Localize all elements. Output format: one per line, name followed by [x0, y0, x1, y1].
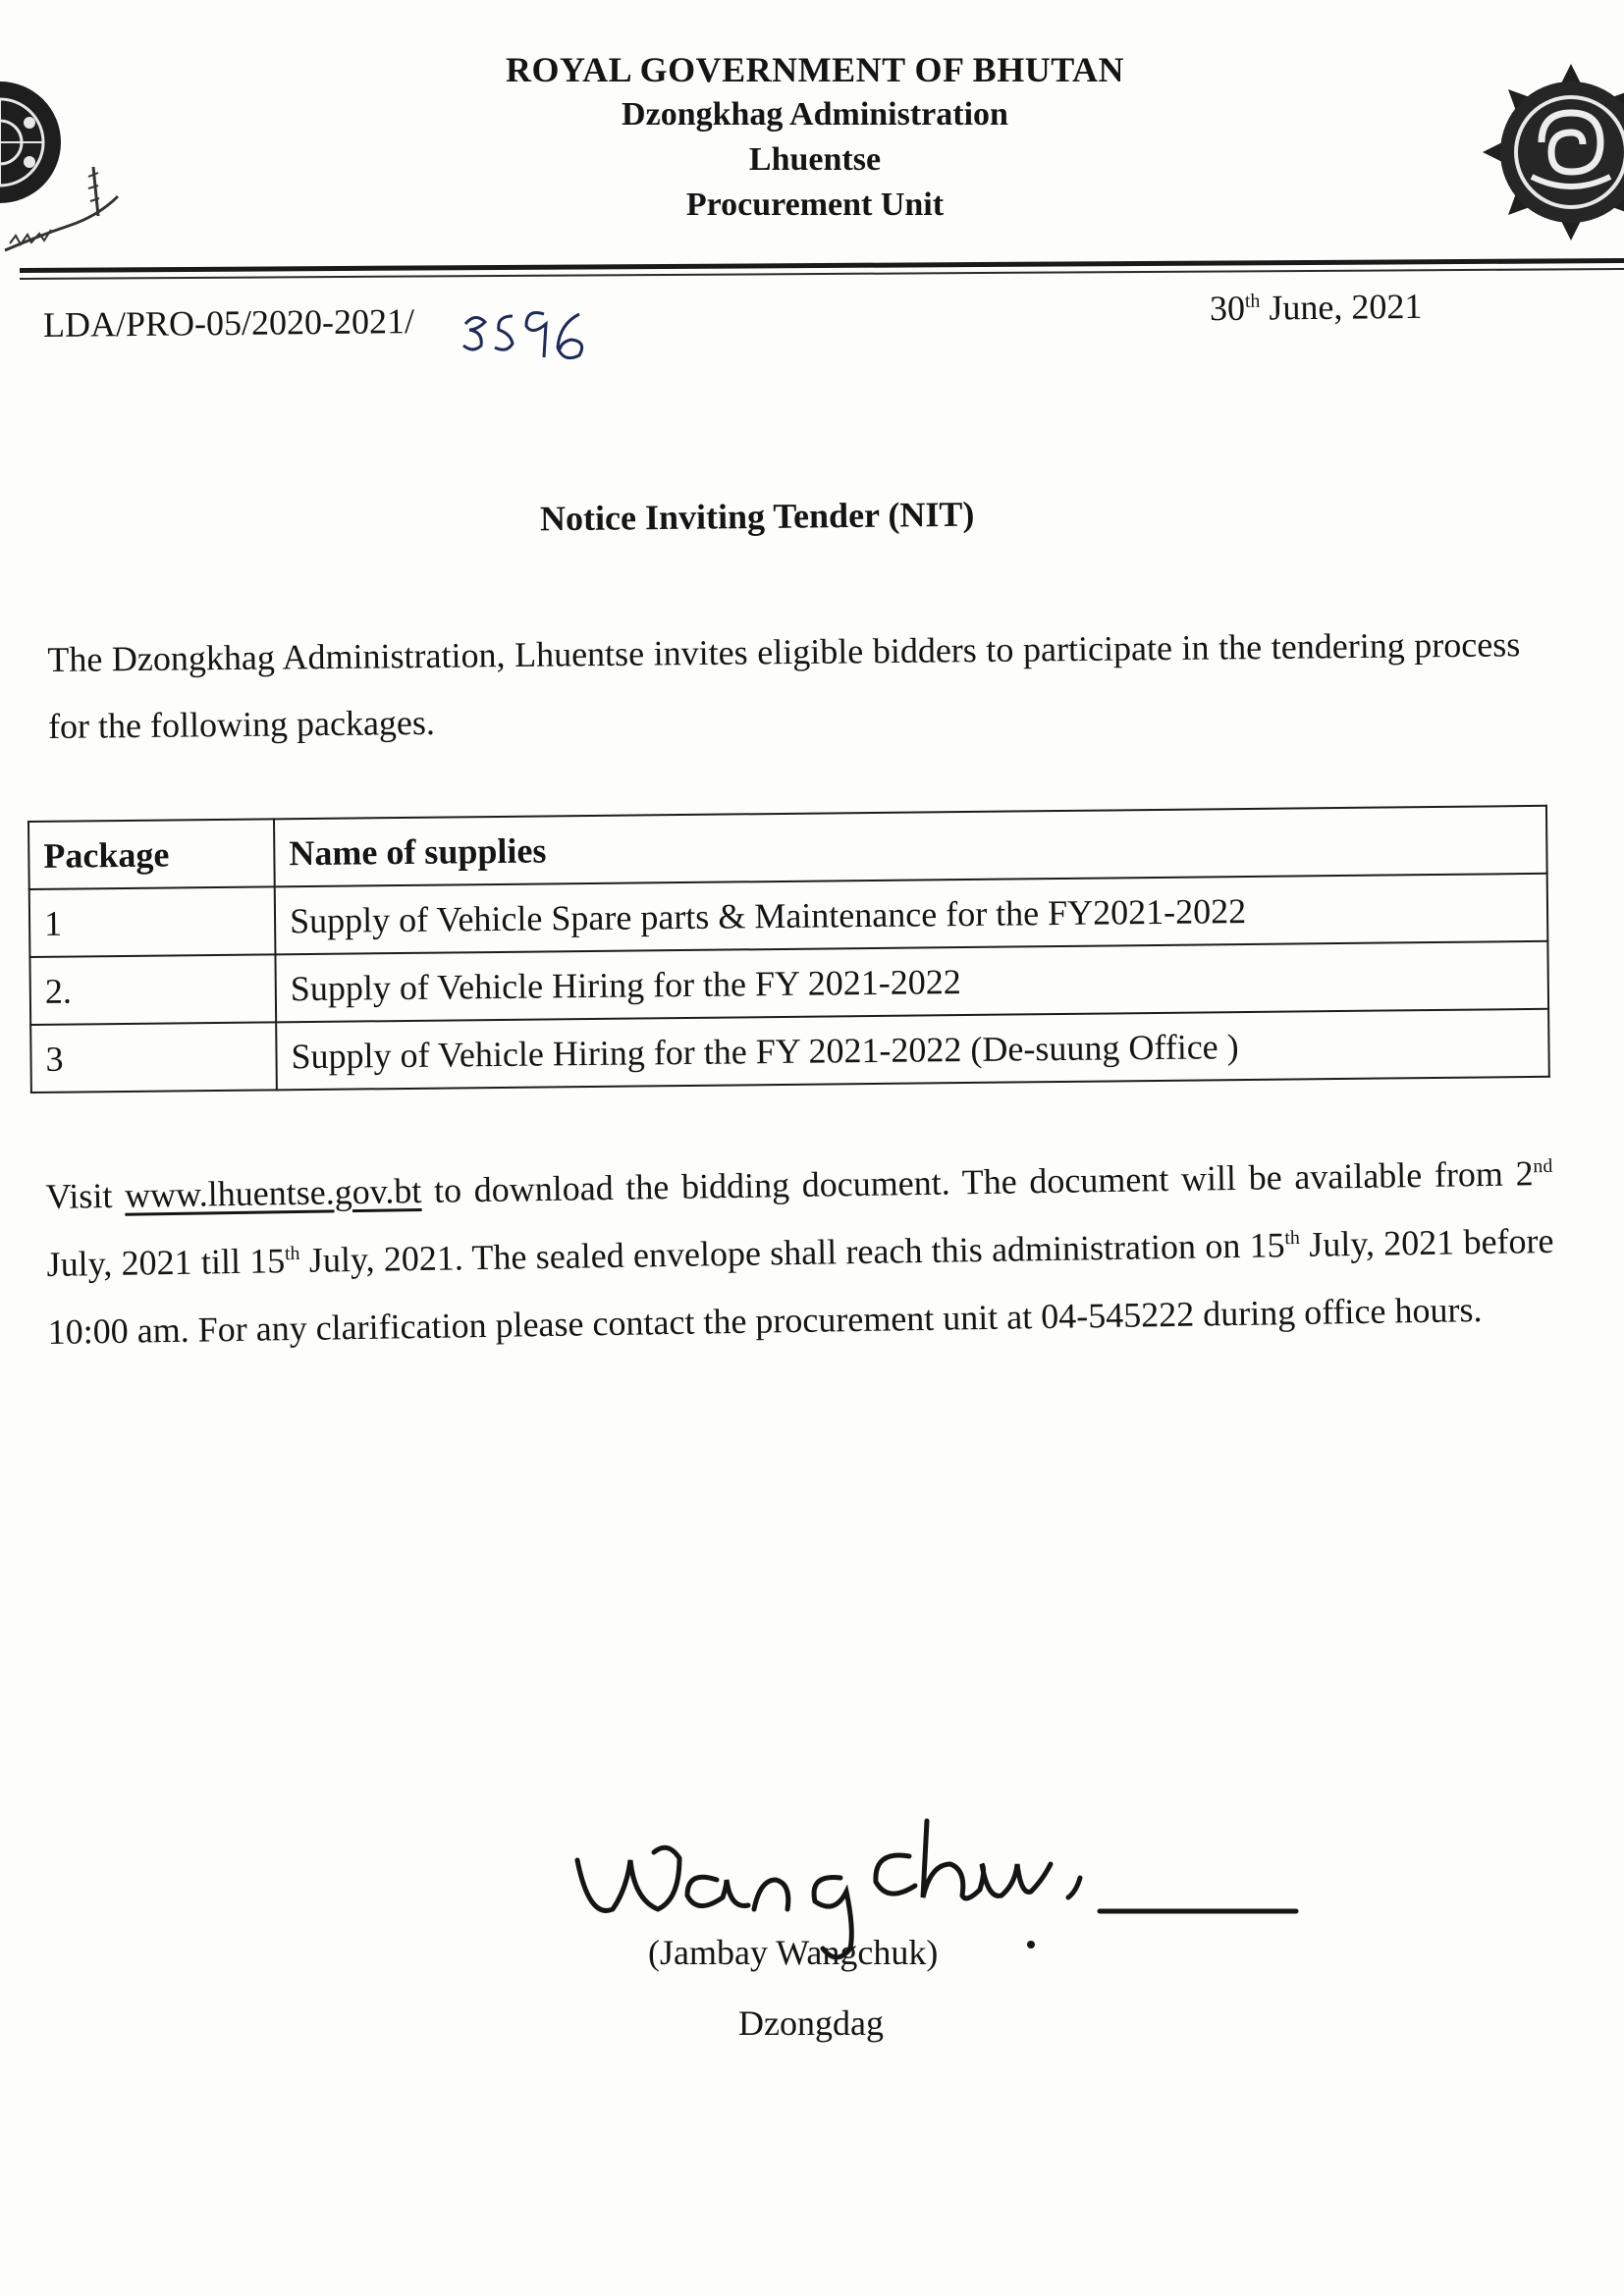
ordinal-suffix: th: [1284, 1226, 1301, 1250]
handwritten-reference-suffix: [461, 294, 599, 373]
visit-text: Visit: [45, 1175, 126, 1216]
intro-paragraph: The Dzongkhag Administration, Lhuentse invites eligible bidders to participate in the tendering process for the following packages.: [47, 624, 1521, 746]
packages-table: [27, 805, 1550, 1094]
ordinal-suffix: th: [284, 1242, 300, 1265]
availability-end-text: July, 2021 till 15: [46, 1241, 286, 1284]
contact-text: July, 2021 before 10:00 am. For any clarification please contact the procurement unit at 04-545222 during office hours.: [47, 1220, 1554, 1352]
dzongkha-script-mark-icon: [0, 157, 123, 265]
website-link[interactable]: www.lhuentse.gov.bt: [124, 1170, 422, 1215]
notice-title: Notice Inviting Tender (NIT): [539, 494, 975, 539]
submission-text: July, 2021. The sealed envelope shall reach this administration on 15: [299, 1225, 1285, 1280]
column-header-package: Package: [28, 819, 275, 889]
supply-name: Supply of Vehicle Hiring for the FY 2021-2022: [275, 941, 1548, 1023]
column-header-name-of-supplies: Name of supplies: [274, 806, 1547, 887]
letter-date: [1210, 286, 1423, 329]
letterhead: [412, 47, 1218, 228]
signer-title: Dzongdag: [738, 2003, 884, 2043]
district-name: Lhuentse: [748, 141, 882, 178]
table-row: [30, 1009, 1549, 1093]
dharma-wheel-emblem-icon: [1478, 59, 1624, 245]
reference-number: [43, 300, 414, 346]
reference-number-text: LDA/PRO-05/2020-2021/: [42, 301, 415, 345]
date-day-suffix: th: [1244, 290, 1261, 312]
availability-text: to download the bidding document. The document will be available from 2: [421, 1153, 1534, 1210]
date-month-year: June, 2021: [1260, 286, 1423, 328]
supply-name: Supply of Vehicle Spare parts & Maintenance for the FY2021-2022: [275, 874, 1548, 955]
package-number: 2.: [29, 954, 276, 1025]
signer-name: (Jambay Wangchuk): [648, 1933, 939, 1972]
package-number: 1: [29, 886, 276, 957]
package-number: 3: [30, 1022, 277, 1093]
administration-name: Dzongkhag Administration: [622, 96, 1008, 133]
unit-name: Procurement Unit: [685, 187, 945, 223]
date-day: 30: [1209, 288, 1246, 329]
instructions-paragraph: [45, 1140, 1555, 1366]
ordinal-suffix: nd: [1533, 1154, 1553, 1178]
government-name: ROYAL GOVERNMENT OF BHUTAN: [505, 50, 1125, 89]
supply-name: Supply of Vehicle Hiring for the FY 2021-2022 (De-suung Office ): [276, 1009, 1549, 1091]
